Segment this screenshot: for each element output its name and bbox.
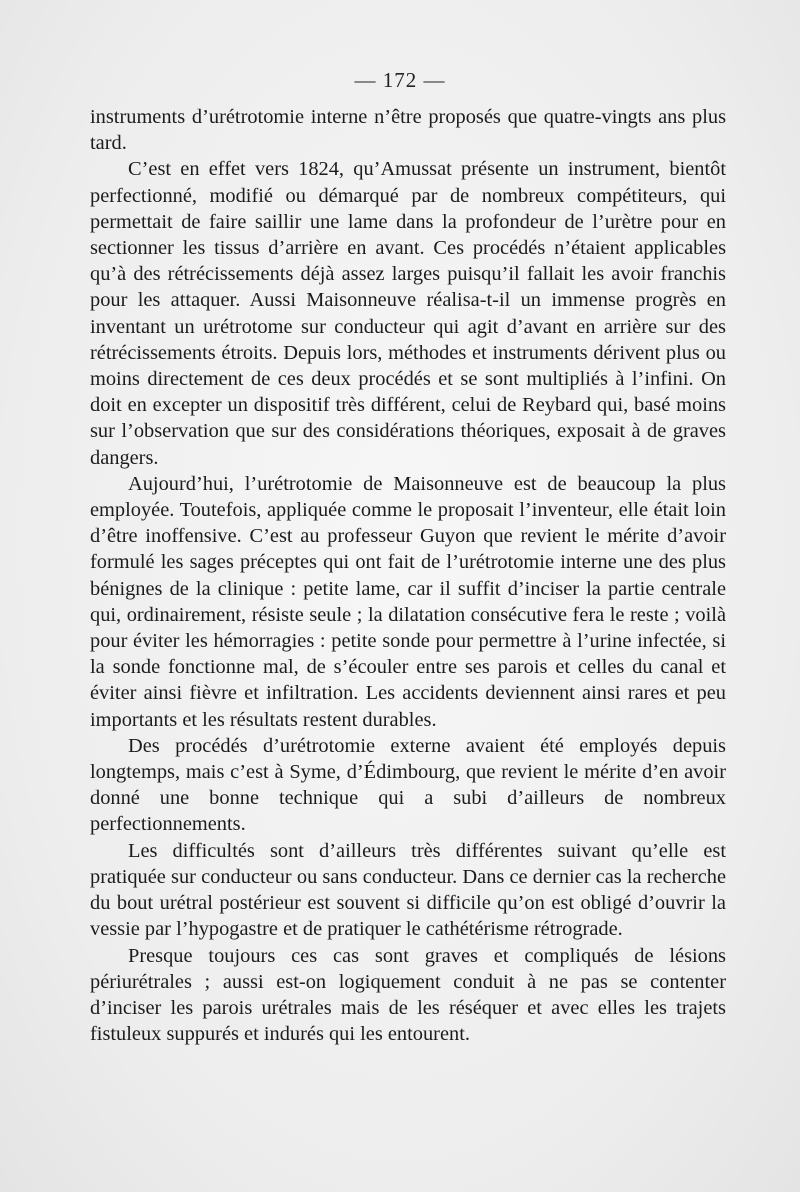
paragraph: Presque toujours ces cas sont graves et compliqués de lésions périurétrales ; aussi est-on logiquement conduit à ne pas se contenter d’inciser les parois urétrales mais de les réséquer et avec elles les trajets fistuleux suppurés et indurés qui les entourent. xyxy=(90,944,726,1046)
page-number: — 172 — xyxy=(354,68,446,92)
body-text xyxy=(90,104,726,1047)
paragraph: Des procédés d’urétrotomie externe avaient été employés depuis longtemps, mais c’est à Syme, d’Édimbourg, que revient le mérite d’en avoir donné une bonne technique qui a subi d’ailleurs de nombreux perfectionnements. xyxy=(90,734,726,836)
paragraph: C’est en effet vers 1824, qu’Amussat présente un instrument, bientôt perfectionné, modifié ou démarqué par de nombreux compétiteurs, qui permettait de faire saillir une lame dans la profondeur de l’urètre pour en sectionner les tissus d’arrière en avant. Ces procédés n’étaient applicables qu’à des rétrécissements déjà assez larges puisqu’il fallait les avoir franchis pour les attaquer. Aussi Maisonneuve réalisa-t-il un immense progrès en inventant un urétrotome sur conducteur qui agit d’avant en arrière sur des rétrécissements étroits. Depuis lors, méthodes et instruments dérivent plus ou moins directement de ces deux procédés et se sont multipliés à l’infini. On doit en excepter un dispositif très différent, celui de Reybard qui, basé moins sur l’observation que sur des considérations théoriques, exposait à de graves dangers. xyxy=(90,158,726,469)
paragraph: instruments d’urétrotomie interne n’être proposés que quatre-vingts ans plus tard. xyxy=(90,106,726,155)
paragraph: Aujourd’hui, l’urétrotomie de Maisonneuve est de beaucoup la plus employée. Toutefois, appliquée comme le proposait l’inventeur, elle était loin d’être inoffensive. C’est au professeur Guyon que revient le mérite d’avoir formulé les sages préceptes qui ont fait de l’urétrotomie interne une des plus bénignes de la clinique : petite lame, car il suffit d’inciser la partie centrale qui, ordinairement, résiste seule ; la dilatation consécutive fera le reste ; voilà pour éviter les hémorragies : petite sonde pour permettre à l’urine infectée, si la sonde fonctionne mal, de s’écouler entre ses parois et celles du canal et éviter ainsi fièvre et infiltration. Les accidents deviennent ainsi rares et peu importants et les résultats restent durables. xyxy=(90,472,726,731)
paragraph: Les difficultés sont d’ailleurs très différentes suivant qu’elle est pratiquée sur conducteur ou sans conducteur. Dans ce dernier cas la recherche du bout urétral postérieur est souvent si difficile qu’on est obligé d’ouvrir la vessie par l’hypogastre et de pratiquer le cathétérisme rétrograde. xyxy=(90,839,726,941)
